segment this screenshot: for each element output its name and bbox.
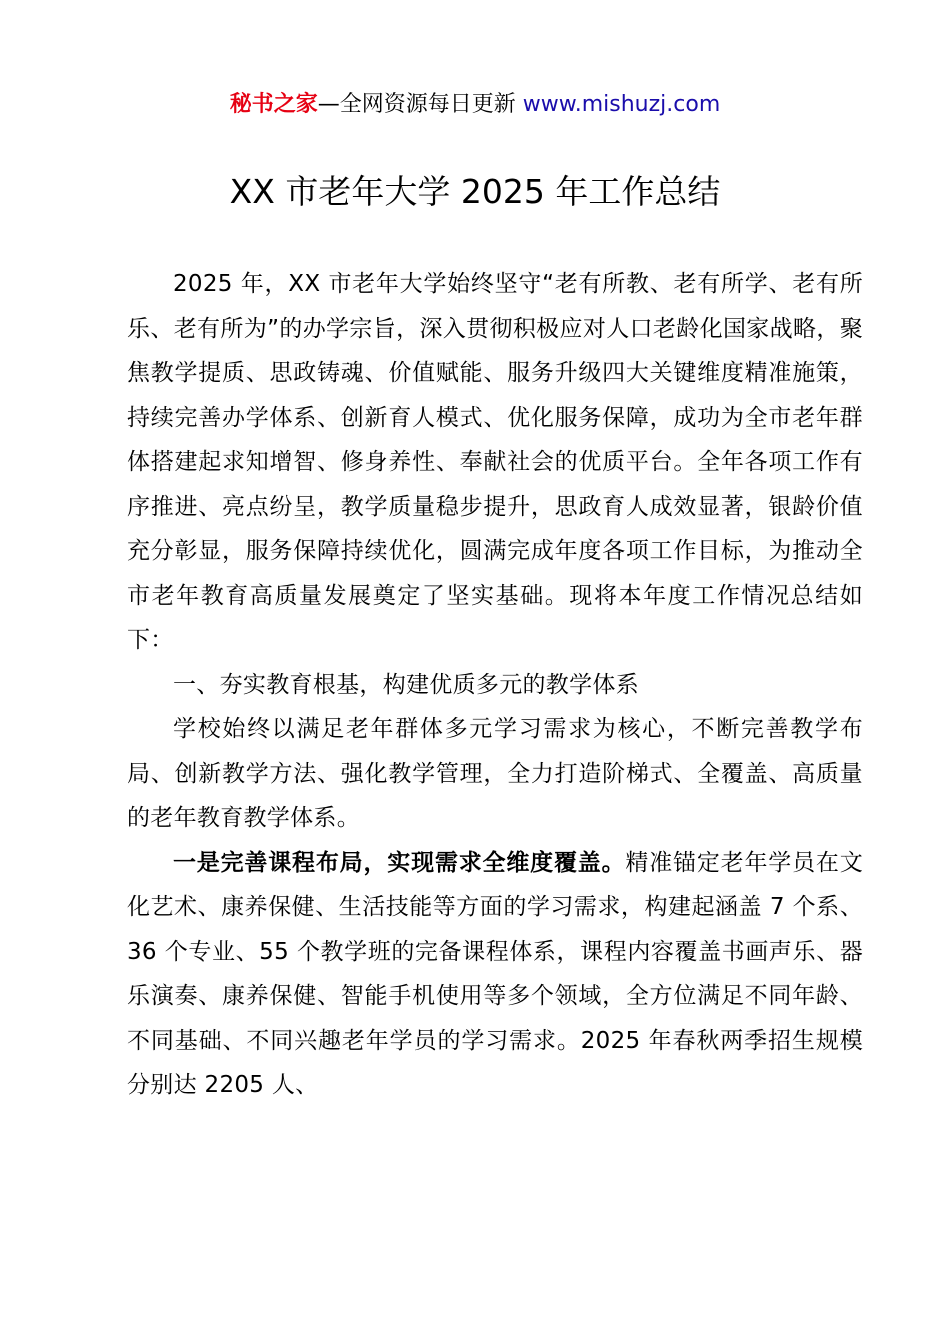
section-heading: 一、夯实教育根基，构建优质多元的教学体系 [173,671,639,698]
point-paragraph [127,841,863,1108]
point-lead-text: 一是完善课程布局，实现需求全维度覆盖。 [173,849,626,876]
document-title: XX 市老年大学 2025 年工作总结 [229,172,721,211]
brand-name: 秘书之家 [229,92,318,117]
point-body-text: 精准锚定老年学员在文化艺术、康养保健、生活技能等方面的学习需求，构建起涵盖 7 个系、36 个专业、55 个教学班的完备课程体系，课程内容覆盖书画声乐、器乐演奏、康养保健、智能手机使用等多个领域，全方位满足不同年龄、不同基础、不同兴趣老年学员的学习需求。2025 年春秋两季招生规模分别达 2205 人、 [127,849,864,1098]
header-url-link[interactable]: www.mishuzj.com [522,92,721,117]
section-intro-paragraph: 学校始终以满足老年群体多元学习需求为核心，不断完善教学布局、创新教学方法、强化教学管理，全力打造阶梯式、全覆盖、高质量的老年教育教学体系。 [127,716,863,831]
intro-paragraph: 2025 年，XX 市老年大学始终坚守“老有所教、老有所学、老有所乐、老有所为”的办学宗旨，深入贯彻积极应对人口老龄化国家战略，聚焦教学提质、思政铸魂、价值赋能、服务升级四大关键维度精准施策，持续完善办学体系、创新育人模式、优化服务保障，成功为全市老年群体搭建起求知增智、修身养性、奉献社会的优质平台。全年各项工作有序推进、亮点纷呈，教学质量稳步提升，思政育人成效显著，银龄价值充分彰显，服务保障持续优化，圆满完成年度各项工作目标，为推动全市老年教育高质量发展奠定了坚实基础。现将本年度工作情况总结如下： [127,271,863,653]
document-body [127,262,863,1108]
header-tagline: —全网资源每日更新 [317,92,523,117]
site-header [0,88,950,122]
